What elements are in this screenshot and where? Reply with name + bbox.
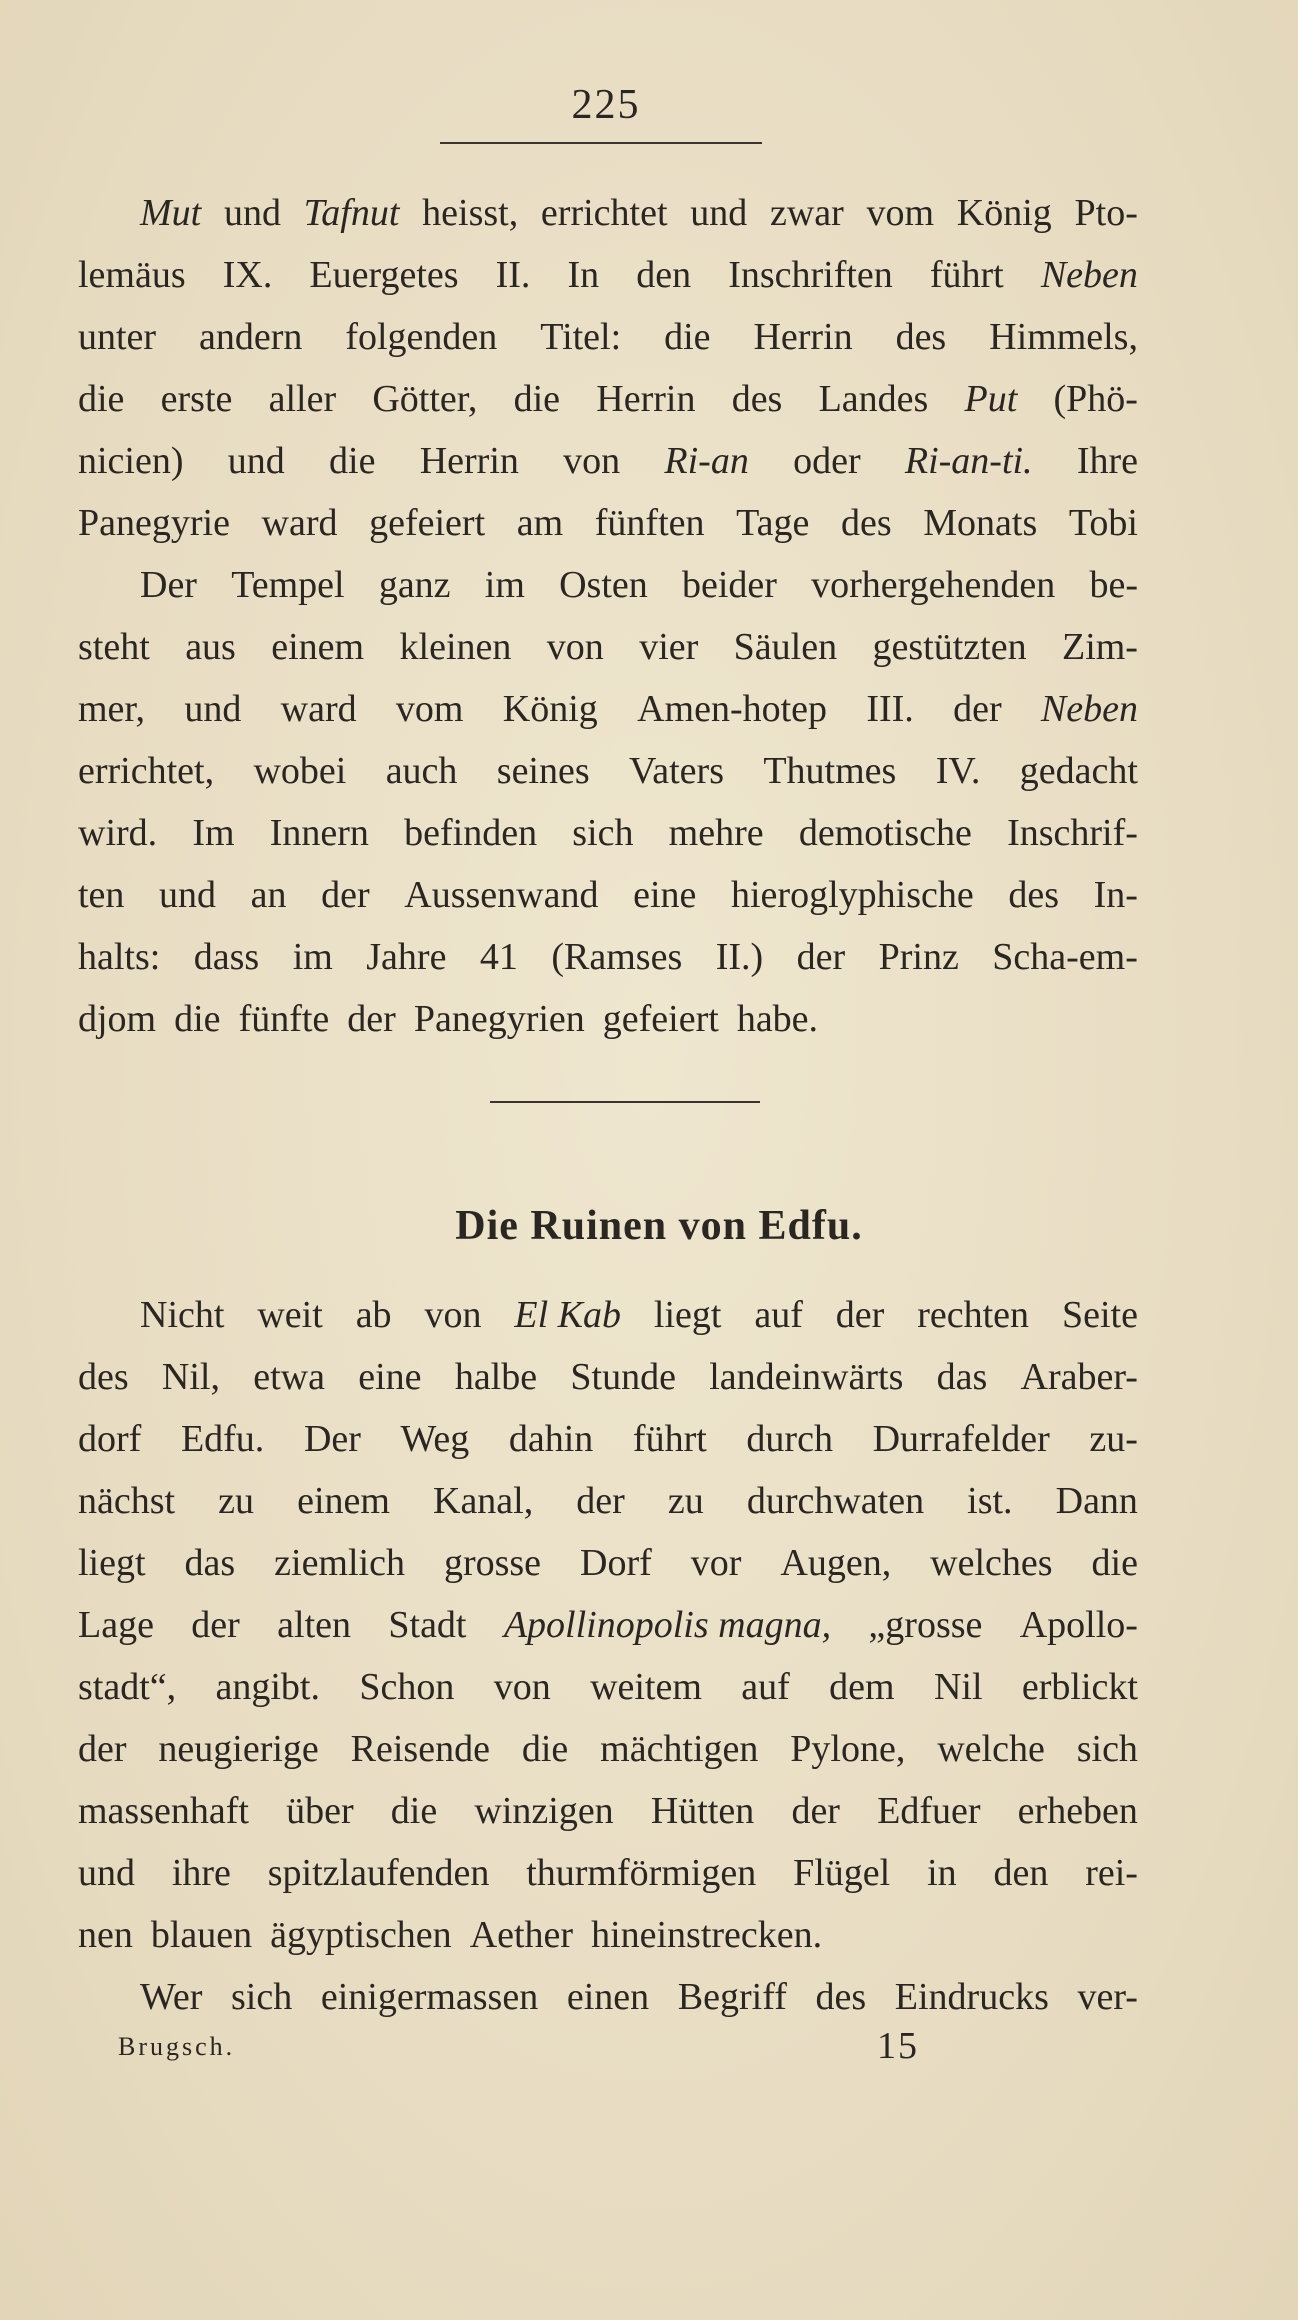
word: Thutmes bbox=[763, 750, 897, 792]
word: Inschrif- bbox=[1007, 812, 1138, 854]
word: und bbox=[159, 874, 217, 916]
text-line bbox=[78, 1408, 1138, 1470]
text-line bbox=[78, 1532, 1138, 1594]
word: vor bbox=[690, 1542, 742, 1584]
word: erblickt bbox=[1021, 1666, 1138, 1708]
word: Nil bbox=[933, 1666, 983, 1708]
word: des bbox=[815, 1976, 867, 2018]
text-line bbox=[78, 864, 1138, 926]
word: des bbox=[895, 316, 947, 358]
word: gefeiert bbox=[369, 502, 486, 544]
word: Herrin bbox=[753, 316, 853, 358]
word: und bbox=[690, 192, 748, 234]
word: Ri-an bbox=[664, 440, 749, 482]
word: 41 bbox=[479, 936, 518, 978]
word: auf bbox=[741, 1666, 790, 1708]
word: die bbox=[664, 316, 711, 358]
word: vorhergehenden bbox=[811, 564, 1056, 606]
word: Reisende bbox=[350, 1728, 490, 1770]
word: massenhaft bbox=[78, 1790, 249, 1832]
word: Nicht bbox=[140, 1294, 225, 1336]
word: Zim- bbox=[1061, 626, 1138, 668]
text-line bbox=[78, 1470, 1138, 1532]
word: Aether bbox=[469, 1914, 574, 1956]
text-line bbox=[78, 430, 1138, 492]
word: „grosse bbox=[868, 1604, 983, 1646]
text-line bbox=[78, 988, 1138, 1050]
word: zu- bbox=[1089, 1418, 1138, 1460]
word: Dorf bbox=[580, 1542, 652, 1584]
word: die bbox=[329, 440, 376, 482]
word: die bbox=[521, 1728, 569, 1770]
word: im bbox=[484, 564, 525, 606]
word: Apollinopolis magna, bbox=[503, 1604, 832, 1646]
word: lemäus bbox=[78, 254, 186, 296]
word: alten bbox=[277, 1604, 352, 1646]
word: gestützten bbox=[872, 626, 1027, 668]
word: Landes bbox=[818, 378, 929, 420]
paragraph bbox=[78, 1966, 1138, 2028]
text-line bbox=[78, 802, 1138, 864]
word: stadt“, bbox=[78, 1666, 177, 1708]
word: Eindrucks bbox=[894, 1976, 1049, 2018]
word: In bbox=[567, 254, 600, 296]
word: der bbox=[78, 1728, 127, 1770]
word: einem bbox=[271, 626, 365, 668]
word: das bbox=[936, 1356, 988, 1398]
word: und bbox=[184, 688, 242, 730]
word: von bbox=[546, 626, 604, 668]
word: zu bbox=[667, 1480, 704, 1522]
word: Herrin bbox=[596, 378, 696, 420]
word: IV. bbox=[935, 750, 981, 792]
word: welche bbox=[937, 1728, 1045, 1770]
word: Seite bbox=[1061, 1294, 1138, 1336]
word: steht bbox=[78, 626, 150, 668]
text-line bbox=[78, 244, 1138, 306]
word: im bbox=[292, 936, 333, 978]
page-footer bbox=[0, 2024, 1298, 2074]
word: mächtigen bbox=[600, 1728, 759, 1770]
word: einigermassen bbox=[320, 1976, 539, 2018]
word: Tafnut bbox=[303, 192, 400, 234]
text-block-bottom bbox=[78, 1284, 1138, 2028]
word: ward bbox=[261, 502, 338, 544]
word: (Ramses bbox=[551, 936, 683, 978]
word: Scha-em- bbox=[992, 936, 1138, 978]
word: erste bbox=[160, 378, 233, 420]
word: eine bbox=[633, 874, 697, 916]
word: weitem bbox=[590, 1666, 702, 1708]
word: auch bbox=[385, 750, 458, 792]
word: dem bbox=[829, 1666, 895, 1708]
word: Schon bbox=[359, 1666, 455, 1708]
word: djom bbox=[78, 998, 157, 1040]
word: ziemlich bbox=[274, 1542, 405, 1584]
word: unter bbox=[78, 316, 157, 358]
text-line bbox=[78, 1904, 1138, 1966]
word: am bbox=[516, 502, 564, 544]
word: Der bbox=[303, 1418, 361, 1460]
word: Osten bbox=[559, 564, 648, 606]
word: seines bbox=[496, 750, 590, 792]
word: kleinen bbox=[399, 626, 512, 668]
word: der bbox=[796, 936, 846, 978]
word: des bbox=[731, 378, 783, 420]
word: etwa bbox=[253, 1356, 325, 1398]
word: thurmförmigen bbox=[526, 1852, 757, 1894]
word: Götter, bbox=[372, 378, 478, 420]
text-line bbox=[78, 368, 1138, 430]
word: des bbox=[1008, 874, 1059, 916]
word: nächst bbox=[78, 1480, 176, 1522]
text-line bbox=[78, 1284, 1138, 1346]
word: oder bbox=[793, 440, 861, 482]
word: dahin bbox=[508, 1418, 594, 1460]
word: liegt bbox=[653, 1294, 722, 1336]
text-line bbox=[78, 926, 1138, 988]
word: Stunde bbox=[570, 1356, 676, 1398]
signature-mark: Brugsch. bbox=[118, 2032, 236, 2061]
word: El Kab bbox=[514, 1294, 621, 1336]
word: führt bbox=[632, 1418, 707, 1460]
word: der bbox=[191, 1604, 240, 1646]
word: be- bbox=[1089, 564, 1138, 606]
word: dorf bbox=[78, 1418, 142, 1460]
word: mehre bbox=[668, 812, 764, 854]
word: die bbox=[390, 1790, 438, 1832]
word: ägyptischen bbox=[270, 1914, 452, 1956]
section-divider bbox=[490, 1101, 760, 1103]
text-line bbox=[78, 1656, 1138, 1718]
word: auf bbox=[754, 1294, 803, 1336]
word: des bbox=[78, 1356, 129, 1398]
word: über bbox=[286, 1790, 354, 1832]
word: und bbox=[227, 440, 285, 482]
word: Tobi bbox=[1068, 502, 1138, 544]
word: Tempel bbox=[231, 564, 345, 606]
word: durchwaten bbox=[746, 1480, 925, 1522]
word: den bbox=[636, 254, 692, 296]
word: folgenden bbox=[345, 316, 498, 358]
word: der bbox=[347, 998, 396, 1040]
word: landeinwärts bbox=[709, 1356, 904, 1398]
word: vom bbox=[395, 688, 464, 730]
text-line bbox=[78, 492, 1138, 554]
word: der bbox=[791, 1790, 840, 1832]
word: ver- bbox=[1077, 1976, 1138, 2018]
sheet-number: 15 bbox=[877, 2025, 919, 2067]
word: einen bbox=[566, 1976, 650, 2018]
word: ihre bbox=[171, 1852, 231, 1894]
word: Edfuer bbox=[877, 1790, 981, 1832]
word: rei- bbox=[1085, 1852, 1138, 1894]
word: vier bbox=[639, 626, 699, 668]
word: sich bbox=[230, 1976, 293, 2018]
text-line bbox=[78, 678, 1138, 740]
word: Panegyrie bbox=[78, 502, 230, 544]
word: mer, bbox=[78, 688, 146, 730]
word: der bbox=[321, 874, 370, 916]
paragraph bbox=[78, 182, 1138, 554]
word: Flügel bbox=[793, 1852, 891, 1894]
word: der bbox=[835, 1294, 885, 1336]
word: Himmels, bbox=[989, 316, 1138, 358]
word: IX. bbox=[222, 254, 273, 296]
word: Pylone, bbox=[790, 1728, 906, 1770]
word: eine bbox=[358, 1356, 422, 1398]
text-line bbox=[78, 306, 1138, 368]
page-number: 225 bbox=[571, 82, 641, 128]
text-line bbox=[78, 1780, 1138, 1842]
word: zwar bbox=[769, 192, 844, 234]
text-line bbox=[78, 1966, 1138, 2028]
word: hineinstrecken. bbox=[591, 1914, 823, 1956]
word: Prinz bbox=[878, 936, 959, 978]
word: erheben bbox=[1017, 1790, 1138, 1832]
word: Innern bbox=[269, 812, 369, 854]
word: aller bbox=[268, 378, 337, 420]
word: einem bbox=[297, 1480, 390, 1522]
word: von bbox=[493, 1666, 551, 1708]
text-line bbox=[78, 1842, 1138, 1904]
word: Mut bbox=[140, 192, 202, 234]
word: Ri-an-ti. bbox=[904, 440, 1033, 482]
word: spitzlaufenden bbox=[267, 1852, 490, 1894]
word: Weg bbox=[400, 1418, 470, 1460]
word: Vaters bbox=[629, 750, 724, 792]
word: III. bbox=[866, 688, 914, 730]
word: Kanal, bbox=[433, 1480, 534, 1522]
word: gefeiert bbox=[602, 998, 719, 1040]
word: Pto- bbox=[1074, 192, 1138, 234]
word: Apollo- bbox=[1019, 1604, 1138, 1646]
text-line bbox=[78, 740, 1138, 802]
text-block-top bbox=[78, 182, 1138, 1050]
word: nicien) bbox=[78, 440, 184, 482]
word: Durrafelder bbox=[872, 1418, 1050, 1460]
word: nen bbox=[78, 1914, 133, 1956]
word: Euergetes bbox=[309, 254, 459, 296]
word: aus bbox=[185, 626, 236, 668]
word: die bbox=[1091, 1542, 1138, 1584]
word: andern bbox=[199, 316, 303, 358]
word: den bbox=[993, 1852, 1049, 1894]
word: Amen-hotep bbox=[637, 688, 828, 730]
word: beider bbox=[681, 564, 777, 606]
word: Nil, bbox=[161, 1356, 220, 1398]
word: ten bbox=[78, 874, 125, 916]
word: zu bbox=[218, 1480, 255, 1522]
word: führt bbox=[929, 254, 1004, 296]
text-line bbox=[78, 554, 1138, 616]
word: Im bbox=[192, 812, 235, 854]
word: das bbox=[184, 1542, 236, 1584]
word: und bbox=[78, 1852, 135, 1894]
word: Panegyrien bbox=[413, 998, 585, 1040]
word: Wer bbox=[140, 1976, 203, 2018]
word: der bbox=[953, 688, 1002, 730]
word: Hütten bbox=[650, 1790, 755, 1832]
word: demotische bbox=[798, 812, 972, 854]
word: an bbox=[250, 874, 287, 916]
word: die bbox=[78, 378, 125, 420]
word: Titel: bbox=[540, 316, 622, 358]
word: Lage bbox=[78, 1604, 154, 1646]
word: Edfu. bbox=[180, 1418, 265, 1460]
word: wobei bbox=[253, 750, 347, 792]
word: II.) bbox=[715, 936, 764, 978]
word: ist. bbox=[967, 1480, 1013, 1522]
word: von bbox=[424, 1294, 482, 1336]
word: hieroglyphische bbox=[731, 874, 974, 916]
word: Augen, bbox=[780, 1542, 892, 1584]
text-line bbox=[78, 1718, 1138, 1780]
word: angibt. bbox=[215, 1666, 320, 1708]
word: Neben bbox=[1040, 688, 1138, 730]
word: des bbox=[840, 502, 892, 544]
word: (Phö- bbox=[1053, 378, 1138, 420]
word: errichtet bbox=[540, 192, 668, 234]
word: vom bbox=[866, 192, 935, 234]
word: die bbox=[513, 378, 561, 420]
word: Monats bbox=[923, 502, 1038, 544]
word: Inschriften bbox=[728, 254, 893, 296]
word: Put bbox=[964, 378, 1018, 420]
word: halts: bbox=[78, 936, 161, 978]
word: von bbox=[563, 440, 621, 482]
section-title: Die Ruinen von Edfu. bbox=[455, 1203, 863, 1249]
word: und bbox=[223, 192, 281, 234]
word: wird. bbox=[78, 812, 158, 854]
word: halbe bbox=[454, 1356, 538, 1398]
word: sich bbox=[572, 812, 634, 854]
word: ganz bbox=[378, 564, 451, 606]
page-header bbox=[440, 80, 762, 144]
word: sich bbox=[1076, 1728, 1138, 1770]
word: dass bbox=[193, 936, 260, 978]
word: Säulen bbox=[733, 626, 838, 668]
word: ward bbox=[280, 688, 357, 730]
word: weit bbox=[257, 1294, 323, 1336]
word: die bbox=[174, 998, 221, 1040]
word: gedacht bbox=[1019, 750, 1138, 792]
word: Herrin bbox=[419, 440, 519, 482]
word: blauen bbox=[150, 1914, 253, 1956]
word: fünften bbox=[594, 502, 705, 544]
word: habe. bbox=[736, 998, 819, 1040]
paragraph bbox=[78, 554, 1138, 1050]
word: Begriff bbox=[677, 1976, 787, 2018]
text-line bbox=[78, 1594, 1138, 1656]
text-line bbox=[78, 1346, 1138, 1408]
word: grosse bbox=[443, 1542, 542, 1584]
word: Aussenwand bbox=[404, 874, 599, 916]
word: ab bbox=[355, 1294, 392, 1336]
text-line bbox=[78, 616, 1138, 678]
paragraph bbox=[78, 1284, 1138, 1966]
word: Ihre bbox=[1076, 440, 1138, 482]
word: II. bbox=[495, 254, 531, 296]
word: Jahre bbox=[366, 936, 447, 978]
word: liegt bbox=[78, 1542, 146, 1584]
word: fünfte bbox=[238, 998, 330, 1040]
word: Stadt bbox=[388, 1604, 467, 1646]
word: In- bbox=[1093, 874, 1138, 916]
word: Neben bbox=[1040, 254, 1138, 296]
word: welches bbox=[930, 1542, 1053, 1584]
word: König bbox=[956, 192, 1052, 234]
word: winzigen bbox=[474, 1790, 614, 1832]
word: Dann bbox=[1055, 1480, 1138, 1522]
word: Der bbox=[140, 564, 197, 606]
word: in bbox=[927, 1852, 957, 1894]
word: durch bbox=[746, 1418, 833, 1460]
word: König bbox=[502, 688, 598, 730]
word: rechten bbox=[917, 1294, 1030, 1336]
word: errichtet, bbox=[78, 750, 215, 792]
word: Tage bbox=[736, 502, 810, 544]
text-line bbox=[78, 182, 1138, 244]
word: befinden bbox=[404, 812, 538, 854]
word: Araber- bbox=[1020, 1356, 1138, 1398]
word: neugierige bbox=[158, 1728, 319, 1770]
word: heisst, bbox=[422, 192, 519, 234]
word: der bbox=[576, 1480, 625, 1522]
